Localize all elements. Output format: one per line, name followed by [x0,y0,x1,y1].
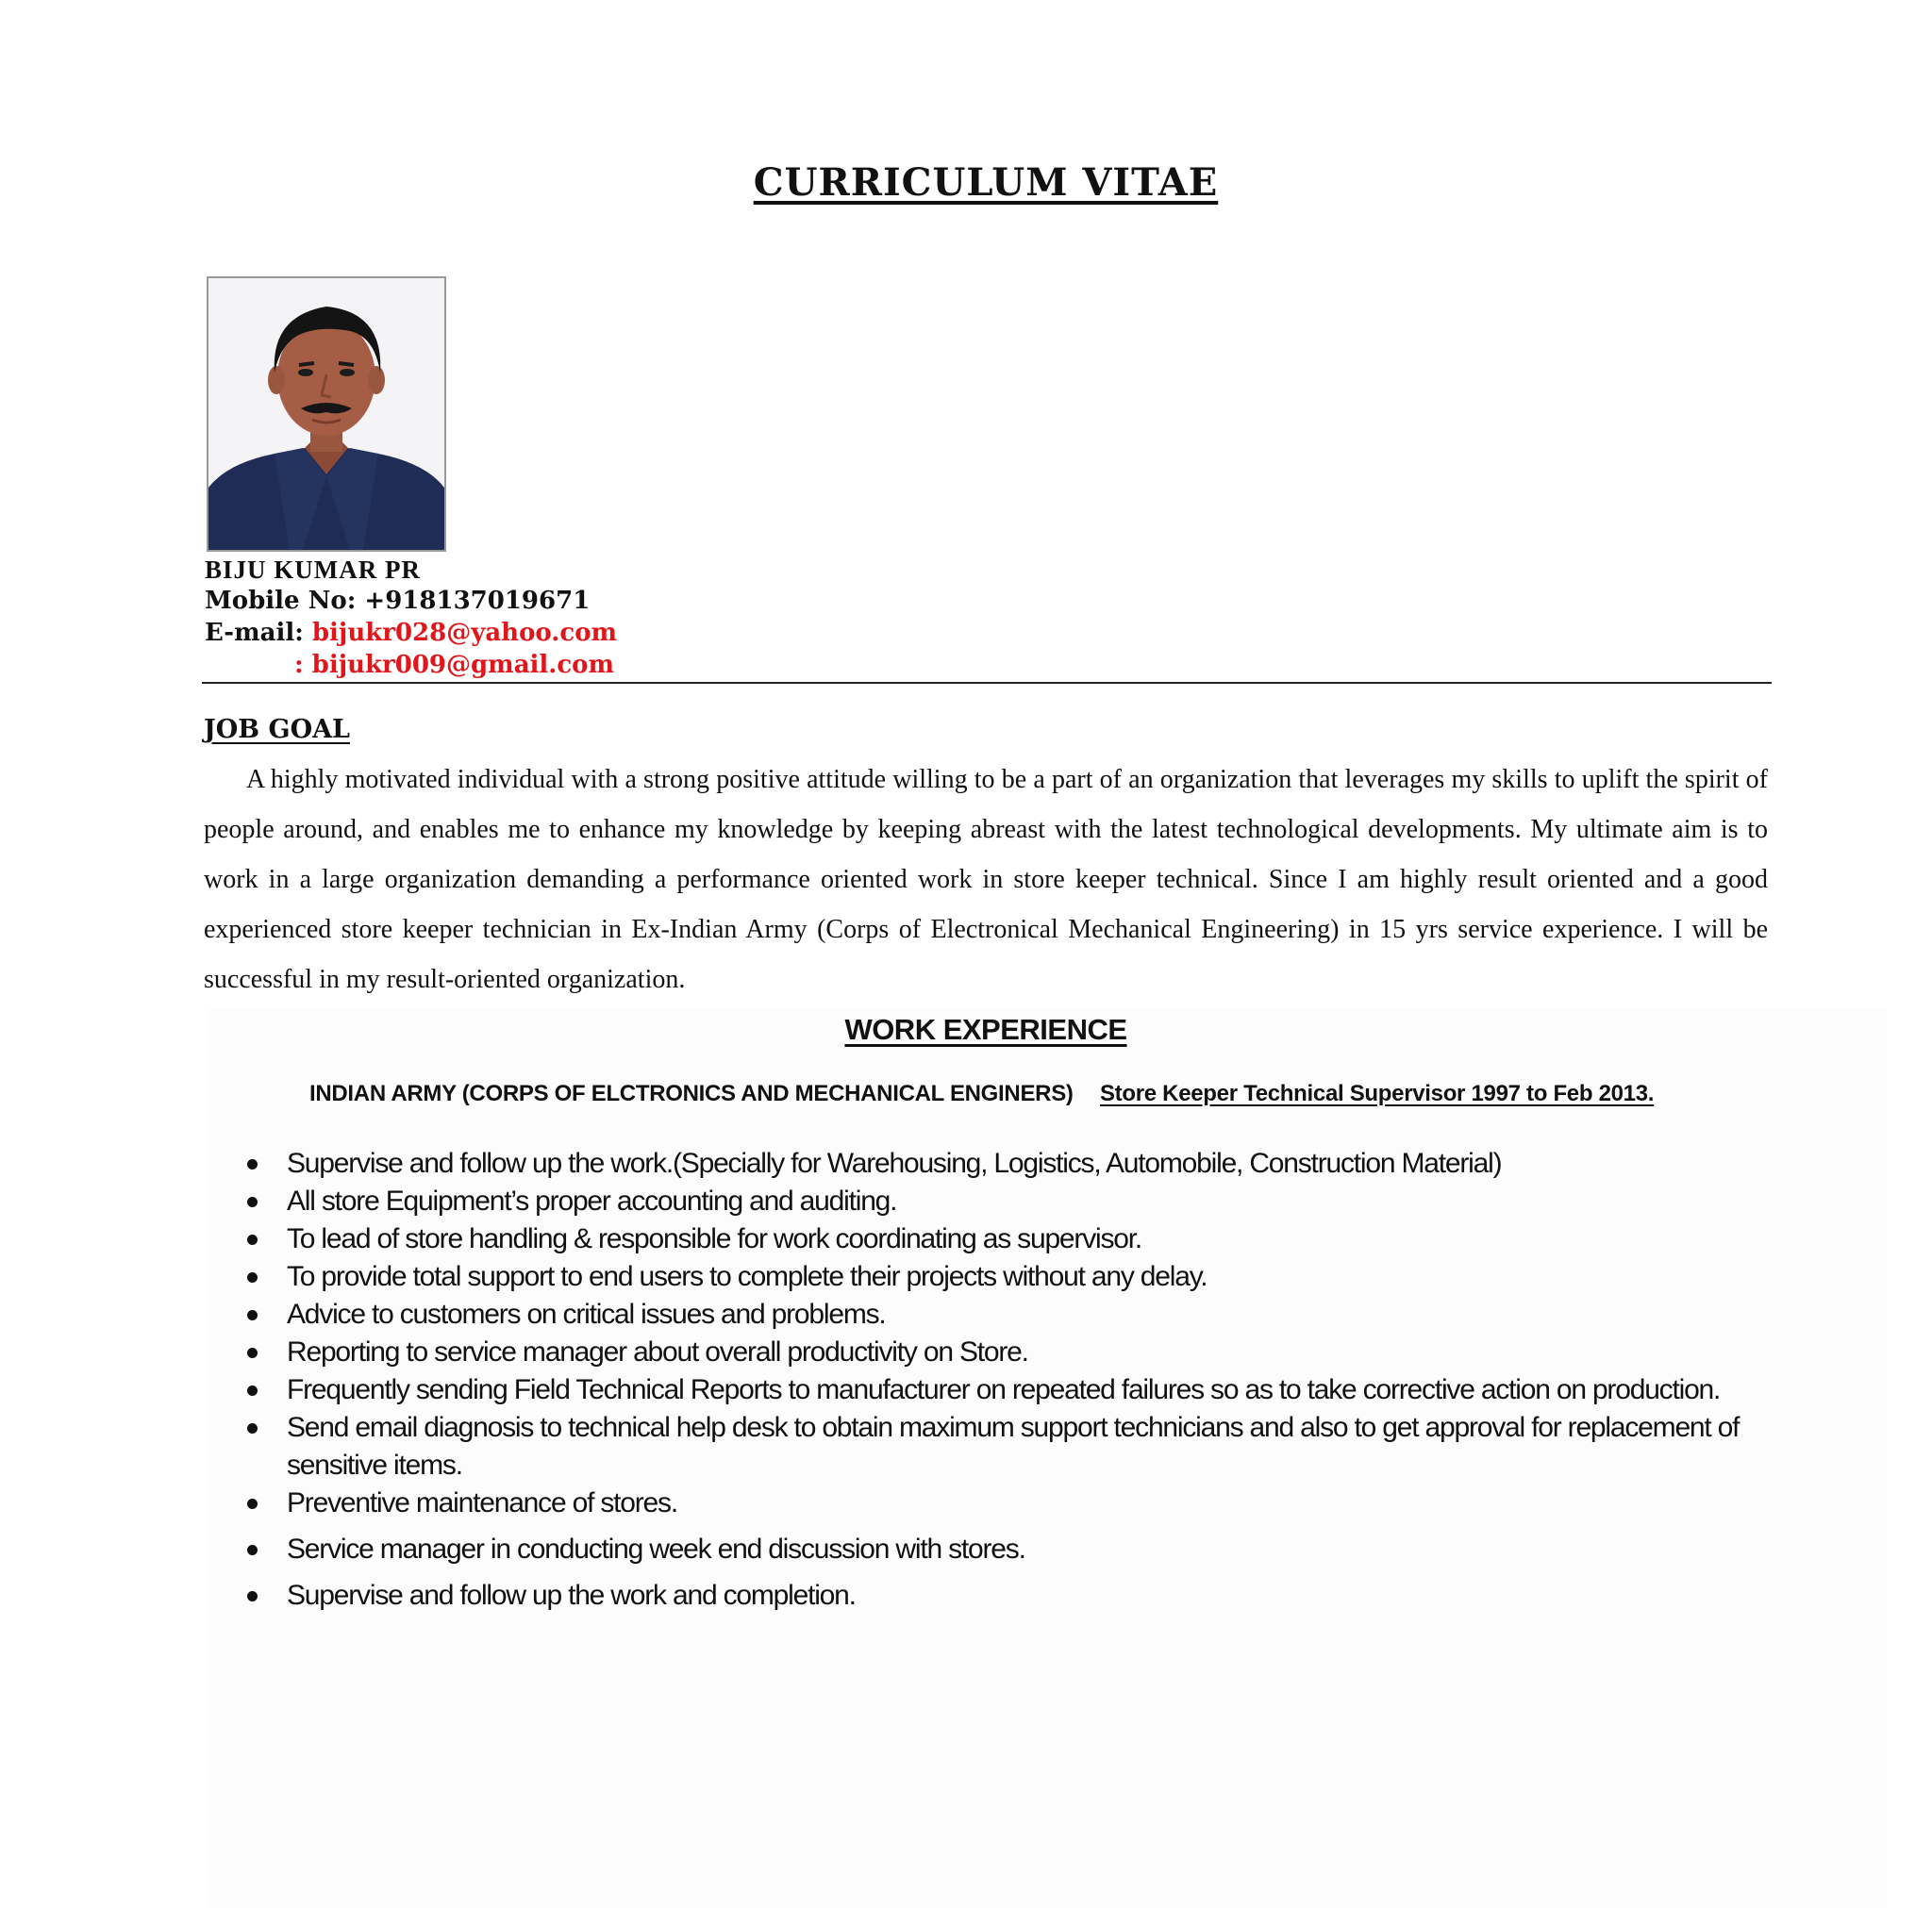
employer-line [309,1081,1654,1107]
employer-name: INDIAN ARMY (CORPS OF ELCTRONICS AND MECHANICAL ENGINERS) [309,1081,1074,1106]
list-item [247,1577,1775,1615]
email-secondary[interactable]: : bijukr009@gmail.com [294,651,615,679]
list-item [247,1531,1775,1568]
list-item [247,1183,1775,1220]
bullet-icon [247,1499,258,1509]
bullet-icon [247,1197,258,1207]
candidate-name: BIJU KUMAR PR [205,556,421,584]
page-title: CURRICULUM VITAE [753,160,1219,205]
duty-text: Supervise and follow up the work.(Specially for Warehousing, Logistics, Automobile, Construction Material) [287,1148,1502,1179]
mobile-row [205,585,1771,617]
bullet-icon [247,1545,258,1555]
duty-text: Service manager in conducting week end discussion with stores. [287,1534,1025,1565]
list-item [247,1145,1775,1183]
list-item [247,1409,1775,1485]
list-item [247,1258,1775,1296]
bullet-icon [247,1272,258,1283]
email-row-secondary [205,649,1771,681]
list-item [247,1371,1775,1409]
duty-text: To provide total support to end users to complete their projects without any delay. [287,1261,1208,1292]
bullet-icon [247,1159,258,1170]
duty-text: Frequently sending Field Technical Reports to manufacturer on repeated failures so as to take corrective action on production. [287,1374,1721,1405]
list-item [247,1296,1775,1334]
header-divider [202,682,1772,684]
email-primary[interactable]: bijukr028@yahoo.com [311,619,618,647]
duty-text: Reporting to service manager about overall productivity on Store. [287,1336,1028,1368]
list-item [247,1220,1775,1258]
list-item [247,1485,1775,1522]
mobile-label: Mobile No: [205,587,357,615]
job-goal-text: A highly motivated individual with a strong positive attitude willing to be a part of an organization that leverages my skills to uplift the spirit of people around, and enables me to enhance my knowledge by keeping abreast with the latest technological developments. My ultimate aim is to work in a large organization demanding a performance oriented work in store keeper technical. Since I am highly result oriented and a good experienced store keeper technician in Ex-Indian Army (Corps of Electronical Mechanical Engineering) in 15 yrs service experience. I will be successful in my result-oriented organization. [204,765,1768,994]
email-label: E-mail: [205,619,304,647]
duties-list [247,1145,1775,1615]
bullet-icon [247,1385,258,1396]
job-role: Store Keeper Technical Supervisor 1997 to Feb 2013. [1099,1081,1655,1106]
duty-text: To lead of store handling & responsible for work coordinating as supervisor. [287,1223,1142,1254]
duty-text: Send email diagnosis to technical help desk to obtain maximum support technicians and also to get approval for replacement of sensitive items. [287,1412,1740,1481]
mobile-number: +918137019671 [364,587,591,615]
work-experience-heading: WORK EXPERIENCE [844,1013,1127,1046]
bullet-icon [247,1310,258,1320]
bullet-icon [247,1235,258,1245]
duty-text: Preventive maintenance of stores. [287,1487,677,1518]
job-goal-heading: JOB GOAL [204,715,351,744]
duty-text: All store Equipment’s proper accounting and auditing. [287,1186,897,1217]
list-item [247,1334,1775,1371]
duty-text: Advice to customers on critical issues and problems. [287,1299,886,1330]
profile-photo [207,276,446,552]
email-row [205,617,1771,649]
bullet-icon [247,1348,258,1358]
contact-block [205,555,1771,681]
bullet-icon [247,1591,258,1601]
duty-text: Supervise and follow up the work and completion. [287,1580,856,1611]
bullet-icon [247,1423,258,1434]
